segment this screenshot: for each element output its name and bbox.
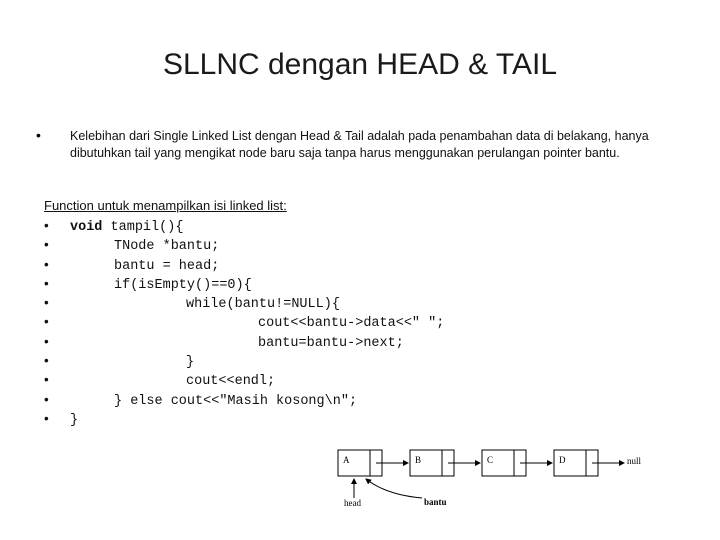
bullet-marker: • xyxy=(44,410,49,426)
node-label: A xyxy=(343,455,350,465)
bullet-marker: • xyxy=(44,314,49,330)
bullet-marker: • xyxy=(36,127,41,143)
code-line xyxy=(44,370,444,389)
bullet-marker: • xyxy=(44,237,49,253)
code-text: if(isEmpty()==0){ xyxy=(114,277,252,293)
code-block xyxy=(44,216,444,428)
bullet-marker: • xyxy=(44,295,49,311)
code-text: cout<<bantu->data<<" "; xyxy=(258,316,445,332)
code-line xyxy=(44,235,444,254)
bullet-marker: • xyxy=(44,353,49,369)
code-keyword: void xyxy=(70,220,103,235)
null-label: null xyxy=(627,456,642,466)
bullet-marker: • xyxy=(44,256,49,272)
bantu-label: bantu xyxy=(424,497,447,507)
code-line xyxy=(44,409,444,428)
node-label: B xyxy=(415,455,422,465)
code-text: cout<<endl; xyxy=(186,374,276,390)
code-line xyxy=(44,293,444,312)
bullet-marker: • xyxy=(44,391,49,407)
description-paragraph: Kelebihan dari Single Linked List dengan Head & Tail adalah pada penambahan data di belakang, hanya dibutuhkan tail yang mengikat node baru saja tanpa harus menggunakan perulangan pointer bantu. xyxy=(70,129,649,160)
bullet-marker: • xyxy=(44,333,49,349)
linked-list-diagram xyxy=(330,438,690,538)
head-label: head xyxy=(344,498,361,508)
function-heading: Function untuk menampilkan isi linked list: xyxy=(44,198,287,213)
code-line xyxy=(44,255,444,274)
bullet-marker: • xyxy=(44,275,49,291)
code-line xyxy=(44,390,444,409)
code-text: TNode *bantu; xyxy=(114,239,220,255)
code-text: while(bantu!=NULL){ xyxy=(186,297,340,313)
code-line xyxy=(44,332,444,351)
bullet-marker: • xyxy=(44,218,49,233)
code-text: } xyxy=(186,355,195,371)
node-label: D xyxy=(559,455,566,465)
code-text: } else cout<<"Masih kosong\n"; xyxy=(114,393,358,409)
code-text: bantu=bantu->next; xyxy=(258,335,404,351)
slide-title: SLLNC dengan HEAD & TAIL xyxy=(162,48,558,81)
code-line xyxy=(44,351,444,370)
code-line xyxy=(44,216,444,235)
bullet-marker: • xyxy=(44,372,49,388)
code-line xyxy=(44,274,444,293)
code-text: bantu = head; xyxy=(114,258,220,274)
bantu-pointer-arrow xyxy=(366,479,422,498)
code-line xyxy=(44,312,444,331)
node-label: C xyxy=(487,455,494,465)
code-text: tampil(){ xyxy=(110,220,184,235)
code-text: } xyxy=(70,412,79,428)
